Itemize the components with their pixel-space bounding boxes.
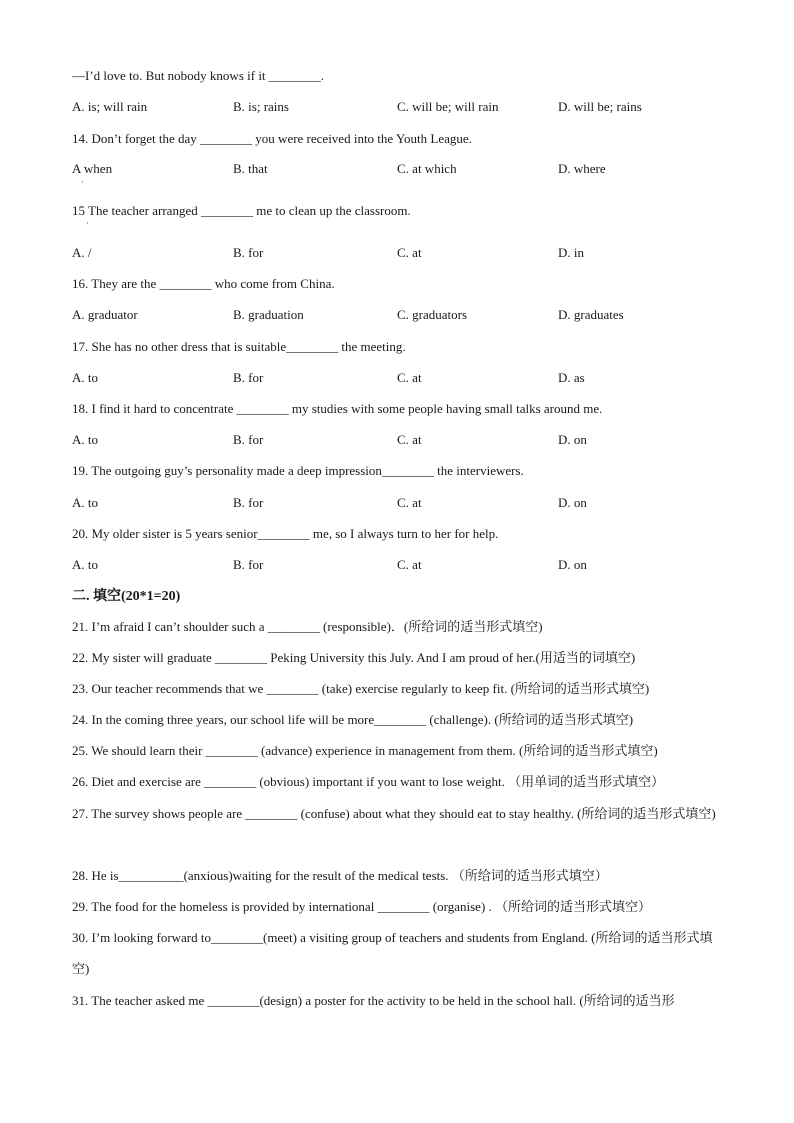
fill-in-question-30: 30. I’m looking forward to________(meet) a visiting group of teachers and students from England. (所给词的适当形式填空) — [72, 930, 713, 976]
option-b: B. for — [233, 370, 264, 385]
option-b: B. that — [233, 161, 268, 176]
option-b: B. is; rains — [233, 99, 289, 114]
question-20: 20. My older sister is 5 years senior________ me, so I always turn to her for help. — [72, 526, 499, 541]
option-a: A. is; will rain — [72, 99, 148, 114]
question-17: 17. She has no other dress that is suitable________ the meeting. — [72, 339, 406, 354]
question-13-answer-line: —I’d love to. But nobody knows if it ________. — [72, 68, 325, 83]
question-16-options — [72, 306, 732, 324]
fill-in-question-22: 22. My sister will graduate ________ Peking University this July. And I am proud of her.(用适当的词填空) — [72, 650, 636, 665]
fill-in-question-27: 27. The survey shows people are ________ (confuse) about what they should eat to stay healthy. (所给词的适当形式填空) — [72, 806, 716, 821]
fill-in-question-23: 23. Our teacher recommends that we ________ (take) exercise regularly to keep fit. (所给词的适当形式填空) — [72, 681, 650, 696]
option-d: D. on — [558, 495, 587, 510]
option-d: D. graduates — [558, 307, 624, 322]
option-b: B. for — [233, 495, 264, 510]
option-d: D. on — [558, 432, 587, 447]
option-c: C. will be; will rain — [397, 99, 499, 114]
question-18-options — [72, 431, 732, 449]
question-18: 18. I find it hard to concentrate ________ my studies with some people having small talks around me. — [72, 401, 603, 416]
section-heading: 二. 填空(20*1=20) — [72, 589, 181, 604]
option-c: C. graduators — [397, 307, 468, 322]
option-c: C. at — [397, 370, 422, 385]
option-c: C. at — [397, 495, 422, 510]
option-b: B. graduation — [233, 307, 304, 322]
option-a: A when — [72, 161, 113, 176]
option-a: A. to — [72, 495, 98, 510]
option-a: A. graduator — [72, 307, 138, 322]
fill-in-question-28: 28. He is__________(anxious)waiting for the result of the medical tests. （所给词的适当形式填空） — [72, 868, 608, 883]
question-19: 19. The outgoing guy’s personality made a deep impression________ the interviewers. — [72, 463, 524, 478]
option-b: B. for — [233, 245, 264, 260]
option-d: D. will be; rains — [558, 99, 642, 114]
question-15-options — [72, 244, 732, 262]
fill-in-question-25: 25. We should learn their ________ (advance) experience in management from them. (所给词的适当形式填空) — [72, 743, 658, 758]
question-17-options — [72, 369, 732, 387]
option-d: D. on — [558, 557, 587, 572]
fill-in-question-31: 31. The teacher asked me ________(design) a poster for the activity to be held in the school hall. (所给词的适当形 — [72, 993, 675, 1008]
option-d: D. where — [558, 161, 606, 176]
question-16: 16. They are the ________ who come from China. — [72, 276, 335, 291]
fill-in-question-29: 29. The food for the homeless is provided by international ________ (organise) . （所给词的适当形式填空） — [72, 899, 652, 914]
option-c: C. at which — [397, 161, 457, 176]
fill-in-question-24: 24. In the coming three years, our school life will be more________ (challenge). (所给词的适当形式填空) — [72, 712, 634, 727]
option-a: A. to — [72, 370, 98, 385]
question-15: 15 The teacher arranged ________ me to clean up the classroom. — [72, 203, 411, 218]
option-b: B. for — [233, 432, 264, 447]
dot-mark: · — [86, 218, 89, 228]
option-c: C. at — [397, 557, 422, 572]
option-a: A. / — [72, 245, 92, 260]
option-c: C. at — [397, 245, 422, 260]
fill-in-question-26: 26. Diet and exercise are ________ (obvious) important if you want to lose weight. （用单词的适当形式填空） — [72, 774, 665, 789]
option-a: A. to — [72, 557, 98, 572]
option-a: A. to — [72, 432, 98, 447]
option-c: C. at — [397, 432, 422, 447]
question-13-options — [72, 98, 732, 116]
question-19-options — [72, 494, 732, 512]
dot-mark: · — [81, 177, 84, 187]
question-14: 14. Don’t forget the day ________ you were received into the Youth League. — [72, 131, 472, 146]
option-d: D. in — [558, 245, 584, 260]
question-20-options — [72, 556, 732, 574]
question-14-options — [72, 160, 732, 178]
option-d: D. as — [558, 370, 585, 385]
fill-in-question-21: 21. I’m afraid I can’t shoulder such a ________ (responsible)．(所给词的适当形式填空) — [72, 619, 543, 634]
option-b: B. for — [233, 557, 264, 572]
